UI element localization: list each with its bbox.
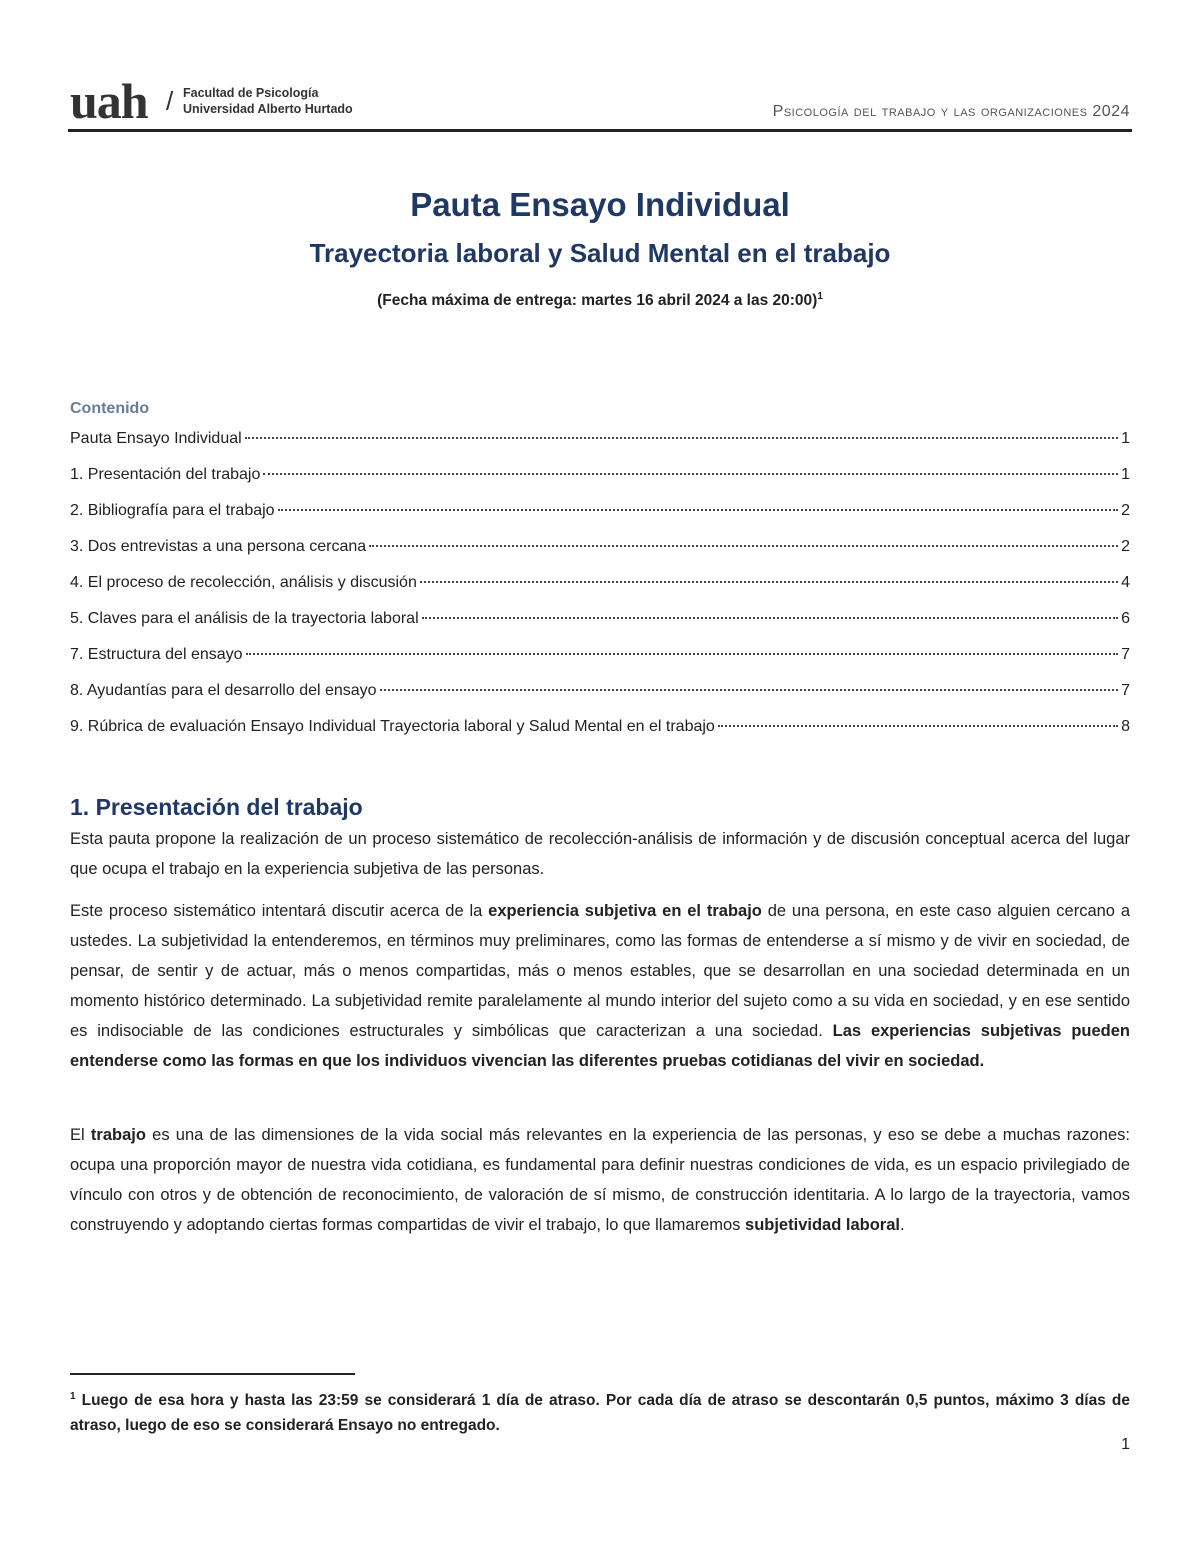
toc-entry-label: 3. Dos entrevistas a una persona cercana <box>70 538 367 555</box>
toc-entry-page: 1 <box>1121 430 1130 447</box>
toc-entry-label: 1. Presentación del trabajo <box>70 466 261 483</box>
toc-entry[interactable] <box>70 682 1130 718</box>
footnote-mark: 1 <box>70 1391 76 1402</box>
toc-entry[interactable] <box>70 610 1130 646</box>
toc-entry[interactable] <box>70 466 1130 502</box>
toc-entry-label: 5. Claves para el análisis de la trayectoria laboral <box>70 610 419 627</box>
toc-leader <box>278 509 1119 511</box>
footnote-reference[interactable]: 1 <box>817 291 823 302</box>
footnote-divider <box>70 1373 355 1375</box>
toc-leader <box>263 473 1118 475</box>
deadline-note <box>0 291 1200 310</box>
toc-leader <box>420 581 1118 583</box>
toc-entry-label: 4. El proceso de recolección, análisis y discusión <box>70 574 417 591</box>
toc-leader <box>380 689 1119 691</box>
deadline-text: (Fecha máxima de entrega: martes 16 abril 2024 a las 20:00) <box>377 292 818 310</box>
logo-slash: / <box>166 86 174 116</box>
toc-leader <box>422 617 1118 619</box>
emphasis-text: Las experiencias subjetivas pueden entenderse como las formas en que los individuos vivencian las diferentes pruebas cotidianas del vivir en sociedad. <box>70 1022 1130 1070</box>
toc-entry[interactable] <box>70 538 1130 574</box>
emphasis-text: experiencia subjetiva en el trabajo <box>488 902 762 920</box>
university-logo: uah <box>70 73 148 129</box>
emphasis-text: trabajo <box>90 1126 146 1144</box>
header-divider <box>68 129 1132 132</box>
toc-entry-label: 8. Ayudantías para el desarrollo del ensayo <box>70 682 377 699</box>
toc-heading: Contenido <box>70 400 150 417</box>
document-title: Pauta Ensayo Individual <box>410 186 790 223</box>
toc-leader <box>369 545 1118 547</box>
toc-leader <box>246 653 1119 655</box>
paragraph-text: de una persona, en este caso alguien cercano a ustedes. La subjetividad la entenderemos, en términos muy preliminares, como las formas de entenderse a sí mismo y de vivir en sociedad, de pensar, de sentir y de actuar, más o menos compartidas, más o menos estables, que se desarrollan en una sociedad determinada en un momento histórico determinado. La subjetividad remite paralelamente al mundo interior del sujeto como a su vida en sociedad, y en ese sentido es indisociable de las condiciones estructurales y simbólicas que caracterizan a una sociedad. <box>70 902 1131 1040</box>
paragraph <box>70 896 1130 1076</box>
footnote <box>70 1384 1130 1438</box>
faculty-name: Facultad de Psicología <box>183 86 319 100</box>
toc-entry-page: 2 <box>1121 502 1130 519</box>
university-name: Universidad Alberto Hurtado <box>183 102 353 116</box>
paragraph: Esta pauta propone la realización de un proceso sistemático de recolección-análisis de información y de discusión conceptual acerca del lugar que ocupa el trabajo en la experiencia subjetiva de las personas. <box>70 830 1130 878</box>
toc-entry-page: 8 <box>1121 718 1130 735</box>
toc-entry-label: 7. Estructura del ensayo <box>70 646 243 663</box>
toc-entry-page: 6 <box>1121 610 1130 627</box>
toc-entry-page: 7 <box>1121 646 1130 663</box>
paragraph-text: es una de las dimensiones de la vida social más relevantes en la experiencia de las personas, y eso se debe a muchas razones: ocupa una proporción mayor de nuestra vida cotidiana, es fundamental para definir nuestras condiciones de vida, es un espacio privilegiado de vínculo con otros y de obtención de reconocimiento, de valoración de sí mismo, de construcción identitaria. A lo largo de la trayectoria, vamos construyendo y adoptando ciertas formas compartidas de vivir el trabajo, lo que llamaremos <box>70 1126 1130 1234</box>
paragraph-text: Este proceso sistemático intentará discutir acerca de la <box>70 902 489 920</box>
toc-entry-page: 4 <box>1121 574 1130 591</box>
document-subtitle: Trayectoria laboral y Salud Mental en el trabajo <box>309 238 891 268</box>
toc-entry-label: Pauta Ensayo Individual <box>70 430 242 447</box>
paragraph-text: El <box>70 1126 91 1144</box>
toc-entry[interactable] <box>70 646 1130 682</box>
toc-entry-label: 9. Rúbrica de evaluación Ensayo Individual Trayectoria laboral y Salud Mental en el trabajo <box>70 718 715 735</box>
table-of-contents <box>70 430 1130 754</box>
toc-entry-page: 2 <box>1121 538 1130 555</box>
toc-entry[interactable] <box>70 574 1130 610</box>
toc-leader <box>718 725 1118 727</box>
page-number: 1 <box>1121 1436 1130 1453</box>
emphasis-text: subjetividad laboral <box>745 1216 900 1234</box>
toc-entry-page: 7 <box>1121 682 1130 699</box>
toc-leader <box>245 437 1118 439</box>
toc-entry[interactable] <box>70 502 1130 538</box>
toc-entry-page: 1 <box>1121 466 1130 483</box>
course-header: Psicología del trabajo y las organizaciones 2024 <box>772 103 1130 120</box>
paragraph-text: . <box>899 1216 905 1234</box>
toc-entry-label: 2. Bibliografía para el trabajo <box>70 502 275 519</box>
toc-entry[interactable] <box>70 430 1130 466</box>
paragraph <box>70 1120 1130 1240</box>
section-heading: 1. Presentación del trabajo <box>70 794 363 820</box>
toc-entry[interactable] <box>70 718 1130 754</box>
footnote-text: Luego de esa hora y hasta las 23:59 se considerará 1 día de atraso. Por cada día de atraso se descontarán 0,5 puntos, máximo 3 días de atraso, luego de eso se considerará Ensayo no entregado. <box>70 1392 1130 1435</box>
